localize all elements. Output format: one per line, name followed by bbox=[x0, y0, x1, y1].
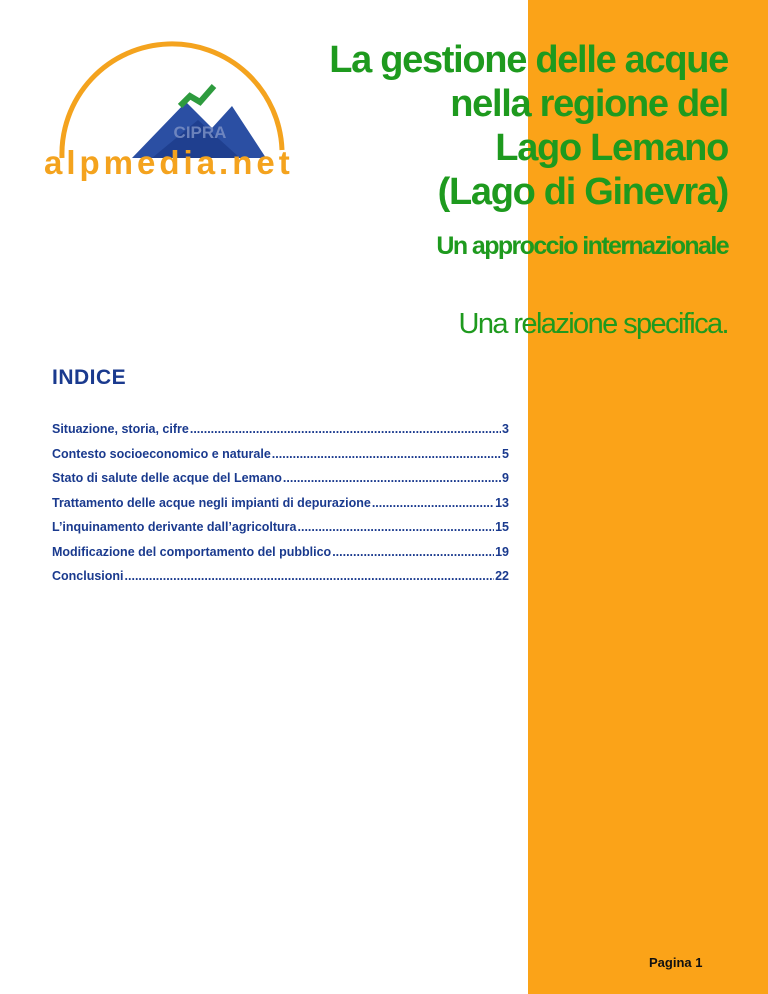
logo-green-check bbox=[180, 86, 214, 106]
toc-leader bbox=[298, 520, 495, 534]
page-number: Pagina 1 bbox=[649, 955, 703, 970]
toc-entry[interactable] bbox=[52, 447, 509, 472]
title-line-3: Lago Lemano bbox=[495, 127, 728, 169]
title-line-2: nella regione del bbox=[450, 83, 728, 125]
toc-entry-title: Conclusioni bbox=[52, 569, 124, 583]
toc-leader bbox=[190, 422, 501, 436]
toc-entry-title: L’inquinamento derivante dall’agricoltura bbox=[52, 520, 297, 534]
toc-entry-page: 15 bbox=[495, 520, 509, 534]
toc-leader bbox=[125, 569, 495, 583]
toc-entry[interactable] bbox=[52, 496, 509, 521]
toc-leader bbox=[372, 496, 494, 510]
toc-entry[interactable] bbox=[52, 569, 509, 594]
title-line-4: (Lago di Ginevra) bbox=[437, 171, 728, 213]
logo-brand-text: alpmedia.net bbox=[44, 144, 294, 181]
toc-entry[interactable] bbox=[52, 520, 509, 545]
toc-entry[interactable] bbox=[52, 422, 509, 447]
toc-entry-page: 19 bbox=[495, 544, 509, 559]
toc-entry-title: Modificazione del comportamento del pubblico bbox=[52, 544, 332, 559]
toc-entry[interactable] bbox=[52, 471, 509, 496]
toc-leader bbox=[283, 471, 501, 485]
toc-entry-title: Contesto socioeconomico e naturale bbox=[52, 446, 271, 461]
toc-entry-page: 22 bbox=[495, 569, 509, 583]
alpmedia-logo bbox=[44, 40, 344, 190]
toc-entry-page: 3 bbox=[502, 422, 509, 436]
toc-leader bbox=[272, 447, 501, 461]
toc-entry-page: 5 bbox=[502, 446, 509, 461]
toc-entry-title: Situazione, storia, cifre bbox=[52, 422, 189, 436]
table-of-contents bbox=[52, 422, 509, 594]
document-subtitle: Un approccio internazionale bbox=[436, 232, 728, 260]
toc-entry[interactable] bbox=[52, 545, 509, 570]
document-title bbox=[329, 38, 728, 214]
toc-entry-title: Stato di salute delle acque del Lemano bbox=[52, 471, 282, 485]
toc-entry-title: Trattamento delle acque negli impianti di depurazione bbox=[52, 495, 371, 510]
toc-entry-page: 9 bbox=[502, 471, 509, 485]
logo-emblem-text: CIPRA bbox=[173, 123, 227, 142]
toc-leader bbox=[332, 545, 494, 559]
toc-heading: INDICE bbox=[52, 366, 127, 389]
report-type: Una relazione specifica. bbox=[458, 308, 728, 340]
toc-entry-page: 13 bbox=[495, 495, 509, 510]
title-line-1: La gestione delle acque bbox=[329, 39, 728, 81]
